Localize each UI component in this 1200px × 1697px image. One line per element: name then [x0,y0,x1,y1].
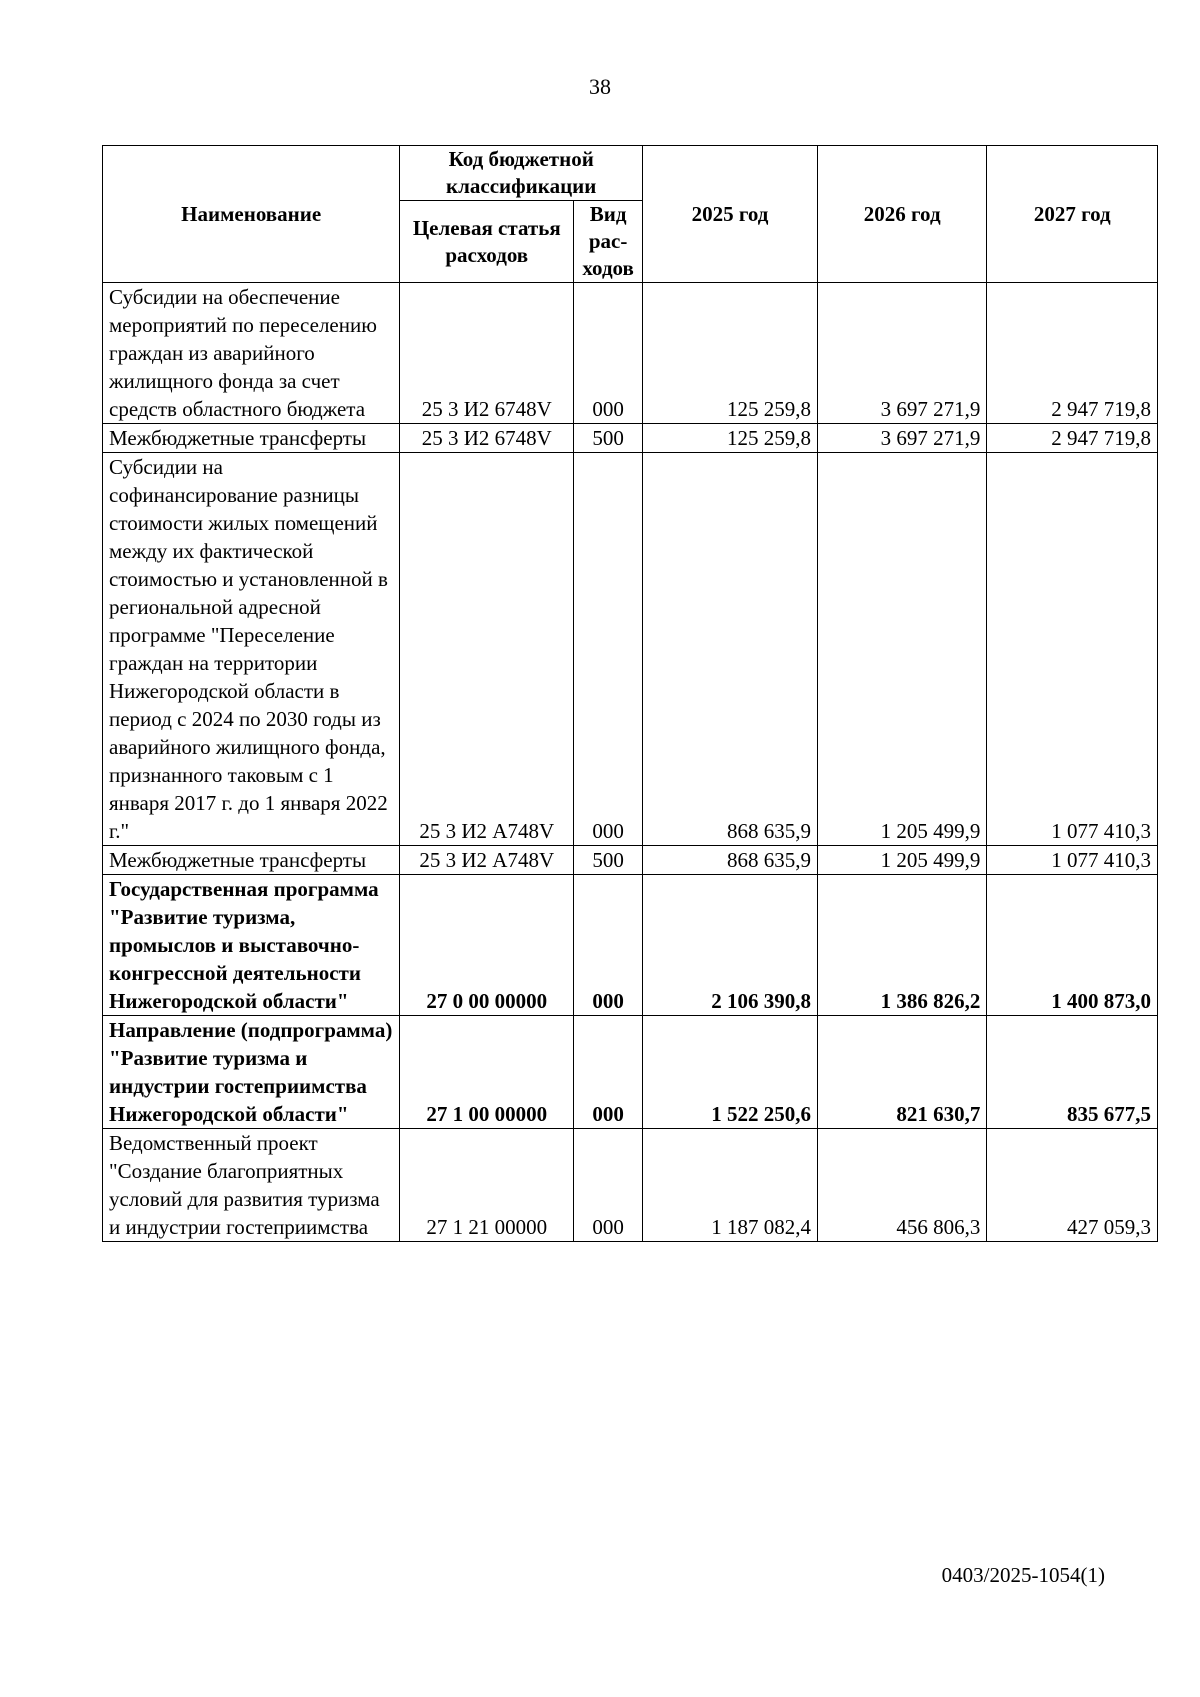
table-cell-2026: 456 806,3 [817,1129,986,1242]
table-cell-2027: 1 077 410,3 [987,453,1158,846]
table-row [103,283,1158,424]
table-cell-2025: 868 635,9 [643,453,818,846]
document-code: 0403/2025-1054(1) [941,1563,1105,1587]
page-number: 38 [589,74,611,99]
header-2027: 2027 год [987,146,1158,283]
table-header-row [103,146,1158,201]
table-row [103,1129,1158,1242]
table-row [103,1016,1158,1129]
header-kind: Вид рас-ходов [574,201,643,283]
table-cell-kind: 500 [574,846,643,875]
header-code-group: Код бюджетной классификации [400,146,643,201]
table-cell-2027: 1 077 410,3 [987,846,1158,875]
header-2025: 2025 год [643,146,818,283]
table-cell-name: Субсидии на софинансирование разницы стоимости жилых помещений между их фактической стоимостью и установленной в региональной адресной программе "Переселение граждан на территории Нижегородской области в период с 2024 по 2030 годы из аварийного жилищного фонда, признанного таковым с 1 января 2017 г. до 1 января 2022 г." [103,453,400,846]
table-cell-target: 27 1 21 00000 [400,1129,574,1242]
table-cell-2026: 1 205 499,9 [817,846,986,875]
table-cell-target: 25 3 И2 6748V [400,424,574,453]
table-cell-2026: 1 205 499,9 [817,453,986,846]
table-cell-kind: 000 [574,1129,643,1242]
table-cell-name: Субсидии на обеспечение мероприятий по переселению граждан из аварийного жилищного фонда за счет средств областного бюджета [103,283,400,424]
table-cell-target: 25 3 И2 А748V [400,846,574,875]
table-cell-name: Направление (подпрограмма) "Развитие туризма и индустрии гостеприимства Нижегородской области" [103,1016,400,1129]
budget-table [102,145,1158,1242]
table-cell-name: Межбюджетные трансферты [103,846,400,875]
table-cell-2027: 835 677,5 [987,1016,1158,1129]
table-cell-name: Государственная программа "Развитие туризма, промыслов и выставочно-конгрессной деятельности Нижегородской области" [103,875,400,1016]
table-row [103,453,1158,846]
table-cell-name: Межбюджетные трансферты [103,424,400,453]
table-cell-target: 25 3 И2 6748V [400,283,574,424]
table-body [103,283,1158,1242]
table-cell-kind: 000 [574,875,643,1016]
table-cell-2027: 1 400 873,0 [987,875,1158,1016]
table-row [103,875,1158,1016]
table-cell-kind: 000 [574,453,643,846]
table-cell-2027: 427 059,3 [987,1129,1158,1242]
header-target: Целевая статья расходов [400,201,574,283]
table-cell-kind: 000 [574,283,643,424]
table-cell-kind: 500 [574,424,643,453]
table-cell-2025: 125 259,8 [643,424,818,453]
table-cell-2026: 1 386 826,2 [817,875,986,1016]
table-cell-2027: 2 947 719,8 [987,283,1158,424]
header-name: Наименование [103,146,400,283]
table-cell-2026: 821 630,7 [817,1016,986,1129]
table-cell-kind: 000 [574,1016,643,1129]
table-row [103,424,1158,453]
table-cell-2025: 868 635,9 [643,846,818,875]
table-cell-2025: 125 259,8 [643,283,818,424]
table-cell-target: 27 1 00 00000 [400,1016,574,1129]
table-row [103,846,1158,875]
table-cell-2026: 3 697 271,9 [817,283,986,424]
table-cell-target: 25 3 И2 А748V [400,453,574,846]
table-cell-2025: 1 187 082,4 [643,1129,818,1242]
table-cell-2026: 3 697 271,9 [817,424,986,453]
header-2026: 2026 год [817,146,986,283]
table-cell-target: 27 0 00 00000 [400,875,574,1016]
table-cell-2025: 2 106 390,8 [643,875,818,1016]
table-cell-2025: 1 522 250,6 [643,1016,818,1129]
table-cell-2027: 2 947 719,8 [987,424,1158,453]
table-cell-name: Ведомственный проект "Создание благоприятных условий для развития туризма и индустрии гостеприимства [103,1129,400,1242]
